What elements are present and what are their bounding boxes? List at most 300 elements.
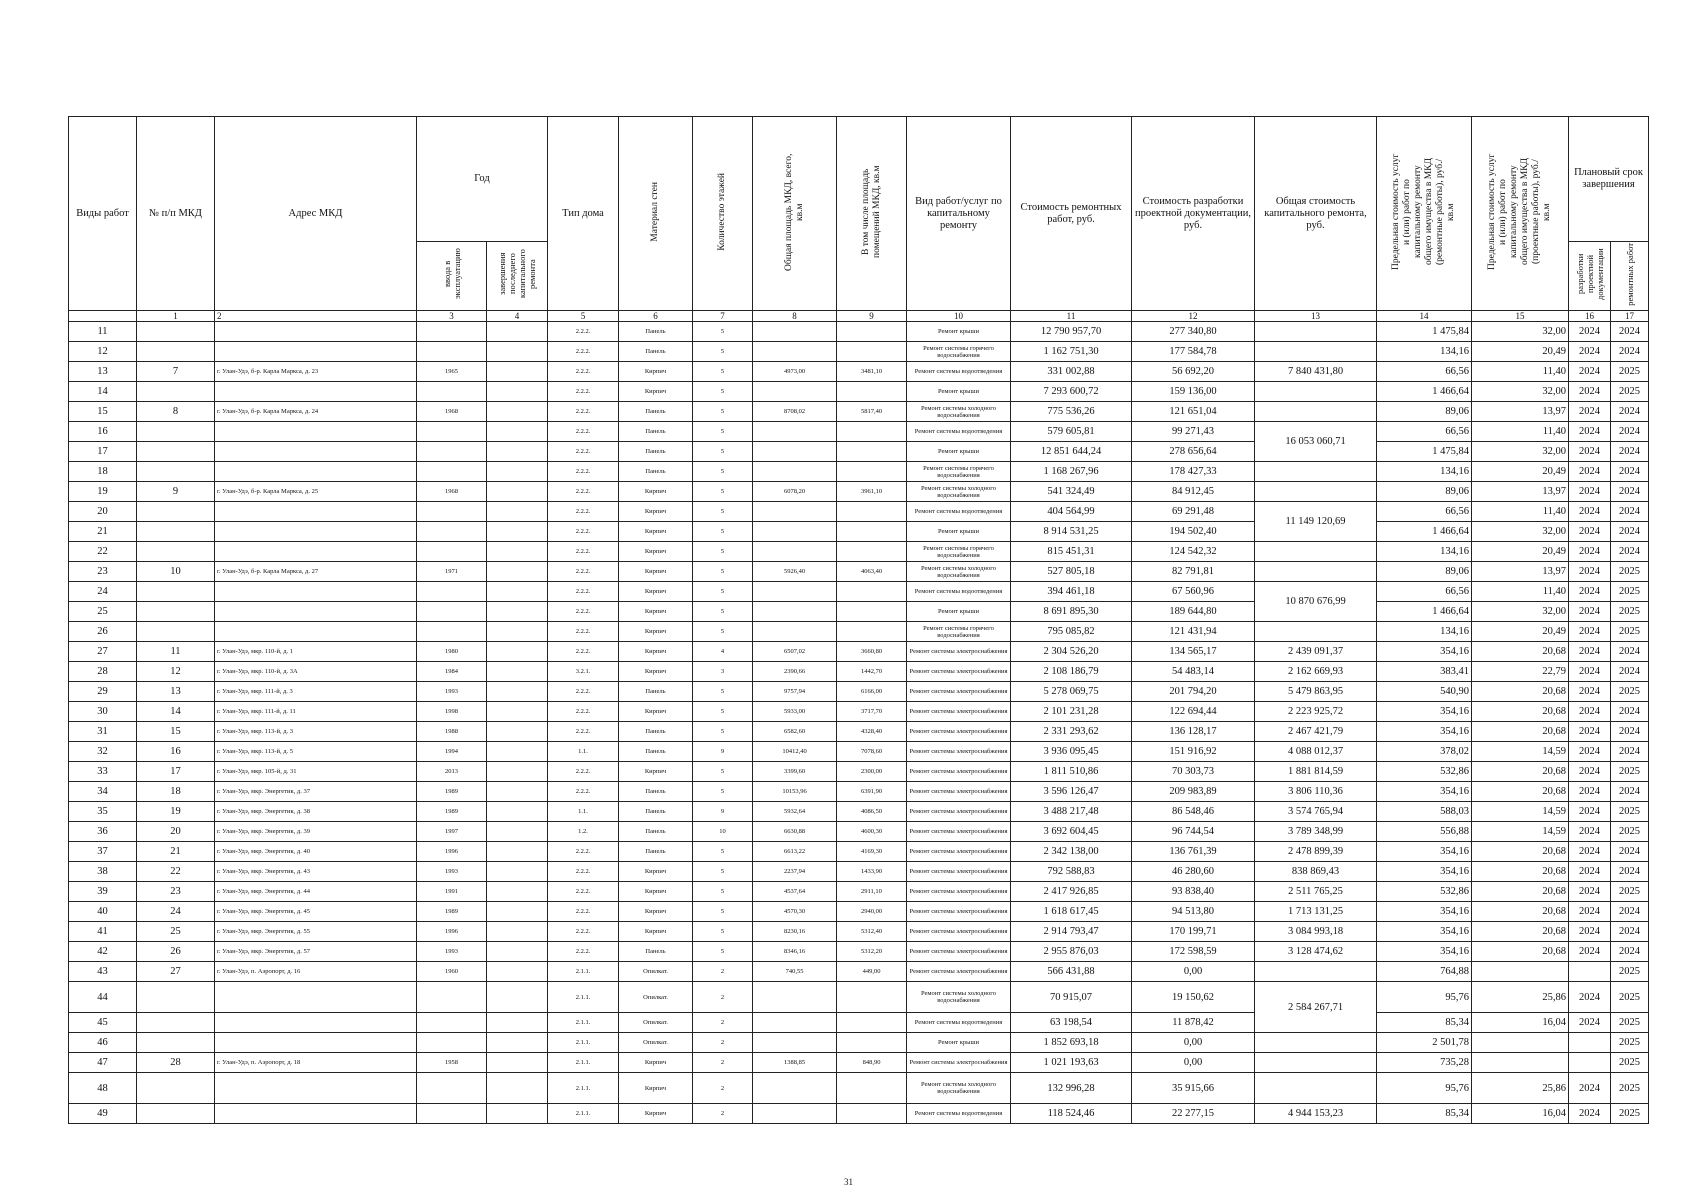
row-number: 14 xyxy=(69,382,137,402)
design-cost: 84 912,45 xyxy=(1132,482,1255,502)
limit-repair-cost: 1 475,84 xyxy=(1377,442,1472,462)
limit-repair-cost: 66,56 xyxy=(1377,422,1472,442)
table-body xyxy=(69,322,1649,1124)
total-area: 6078,20 xyxy=(753,482,837,502)
year-last-repair xyxy=(487,442,548,462)
year-commission: 1996 xyxy=(417,922,487,942)
limit-design-cost: 14,59 xyxy=(1472,802,1569,822)
deadline-repair: 2024 xyxy=(1611,702,1649,722)
total-area xyxy=(753,982,837,1013)
row-number: 41 xyxy=(69,922,137,942)
deadline-repair: 2025 xyxy=(1611,602,1649,622)
limit-repair-cost: 66,56 xyxy=(1377,362,1472,382)
mkd-address: г. Улан-Удэ, п. Аэропорт, д. 18 xyxy=(215,1053,417,1073)
year-commission xyxy=(417,982,487,1013)
total-area xyxy=(753,1073,837,1104)
mkd-address: г. Улан-Удэ, мкр. 111-й, д. 3 xyxy=(215,682,417,702)
column-number: 11 xyxy=(1011,311,1132,322)
row-number: 36 xyxy=(69,822,137,842)
deadline-repair: 2024 xyxy=(1611,322,1649,342)
wall-material: Кирпич xyxy=(619,502,693,522)
deadline-repair: 2025 xyxy=(1611,682,1649,702)
deadline-design: 2024 xyxy=(1569,922,1611,942)
repair-cost: 1 021 193,63 xyxy=(1011,1053,1132,1073)
limit-repair-cost: 1 466,64 xyxy=(1377,522,1472,542)
total-area: 6582,60 xyxy=(753,722,837,742)
year-last-repair xyxy=(487,662,548,682)
design-cost: 121 431,94 xyxy=(1132,622,1255,642)
wall-material: Панель xyxy=(619,462,693,482)
floor-count: 5 xyxy=(693,422,753,442)
mkd-number xyxy=(137,1073,215,1104)
deadline-repair: 2025 xyxy=(1611,1104,1649,1124)
wall-material: Кирпич xyxy=(619,662,693,682)
table-row xyxy=(69,682,1649,702)
total-area xyxy=(753,442,837,462)
design-cost: 151 916,92 xyxy=(1132,742,1255,762)
year-commission: 1998 xyxy=(417,702,487,722)
column-number: 5 xyxy=(548,311,619,322)
limit-design-cost: 32,00 xyxy=(1472,602,1569,622)
premises-area xyxy=(837,522,907,542)
work-type: Ремонт системы водоотведения xyxy=(907,362,1011,382)
work-type: Ремонт системы электроснабжения xyxy=(907,842,1011,862)
house-type: 1.1. xyxy=(548,802,619,822)
group-total-cost: 10 870 676,99 xyxy=(1255,582,1377,622)
floor-count: 2 xyxy=(693,1033,753,1053)
mkd-number: 24 xyxy=(137,902,215,922)
table-row xyxy=(69,902,1649,922)
work-type: Ремонт системы горячего водоснабжения xyxy=(907,342,1011,362)
house-type: 1.1. xyxy=(548,742,619,762)
total-cost-empty xyxy=(1255,322,1377,342)
repair-cost: 2 101 231,28 xyxy=(1011,702,1132,722)
total-cost-empty xyxy=(1255,382,1377,402)
house-type: 2.2.2. xyxy=(548,322,619,342)
wall-material: Кирпич xyxy=(619,622,693,642)
column-number: 13 xyxy=(1255,311,1377,322)
total-cost: 2 478 899,39 xyxy=(1255,842,1377,862)
row-number: 11 xyxy=(69,322,137,342)
floor-count: 9 xyxy=(693,802,753,822)
row-number: 34 xyxy=(69,782,137,802)
total-cost: 3 806 110,36 xyxy=(1255,782,1377,802)
year-commission: 1991 xyxy=(417,882,487,902)
year-commission: 1989 xyxy=(417,902,487,922)
table-row xyxy=(69,702,1649,722)
design-cost: 201 794,20 xyxy=(1132,682,1255,702)
column-number: 3 xyxy=(417,311,487,322)
house-type: 2.1.1. xyxy=(548,1033,619,1053)
limit-repair-cost: 354,16 xyxy=(1377,842,1472,862)
row-number: 22 xyxy=(69,542,137,562)
total-cost: 1 881 814,59 xyxy=(1255,762,1377,782)
house-type: 2.2.2. xyxy=(548,522,619,542)
limit-repair-cost: 134,16 xyxy=(1377,342,1472,362)
design-cost: 19 150,62 xyxy=(1132,982,1255,1013)
year-commission xyxy=(417,322,487,342)
work-type: Ремонт системы водоотведения xyxy=(907,582,1011,602)
deadline-repair: 2025 xyxy=(1611,562,1649,582)
design-cost: 134 565,17 xyxy=(1132,642,1255,662)
year-last-repair xyxy=(487,1013,548,1033)
premises-area: 4328,40 xyxy=(837,722,907,742)
mkd-address: г. Улан-Удэ, п. Аэропорт, д. 16 xyxy=(215,962,417,982)
total-cost-empty xyxy=(1255,622,1377,642)
column-number: 15 xyxy=(1472,311,1569,322)
header-deadline: Плановый срок завершения xyxy=(1569,117,1649,242)
table-row xyxy=(69,962,1649,982)
mkd-number xyxy=(137,542,215,562)
mkd-number xyxy=(137,322,215,342)
mkd-address xyxy=(215,322,417,342)
limit-repair-cost: 89,06 xyxy=(1377,402,1472,422)
limit-repair-cost: 354,16 xyxy=(1377,862,1472,882)
mkd-address: г. Улан-Удэ, мкр. 110-й, д. 3А xyxy=(215,662,417,682)
work-type: Ремонт системы водоотведения xyxy=(907,422,1011,442)
year-commission: 1988 xyxy=(417,722,487,742)
limit-design-cost: 13,97 xyxy=(1472,402,1569,422)
repair-cost: 775 536,26 xyxy=(1011,402,1132,422)
wall-material: Панель xyxy=(619,842,693,862)
limit-repair-cost: 383,41 xyxy=(1377,662,1472,682)
year-last-repair xyxy=(487,1104,548,1124)
year-last-repair xyxy=(487,922,548,942)
group-total-cost: 16 053 060,71 xyxy=(1255,422,1377,462)
repair-cost: 70 915,07 xyxy=(1011,982,1132,1013)
deadline-design: 2024 xyxy=(1569,862,1611,882)
total-area: 5933,00 xyxy=(753,702,837,722)
row-number: 33 xyxy=(69,762,137,782)
wall-material: Кирпич xyxy=(619,382,693,402)
house-type: 2.1.1. xyxy=(548,962,619,982)
year-commission xyxy=(417,602,487,622)
table-row xyxy=(69,442,1649,462)
work-type: Ремонт крыши xyxy=(907,1033,1011,1053)
mkd-number: 10 xyxy=(137,562,215,582)
premises-area: 3481,10 xyxy=(837,362,907,382)
limit-repair-cost: 735,28 xyxy=(1377,1053,1472,1073)
wall-material: Панель xyxy=(619,802,693,822)
limit-repair-cost: 134,16 xyxy=(1377,462,1472,482)
floor-count: 5 xyxy=(693,342,753,362)
wall-material: Панель xyxy=(619,742,693,762)
year-commission: 1989 xyxy=(417,782,487,802)
work-type: Ремонт системы электроснабжения xyxy=(907,762,1011,782)
table-row xyxy=(69,402,1649,422)
design-cost: 35 915,66 xyxy=(1132,1073,1255,1104)
house-type: 2.1.1. xyxy=(548,1073,619,1104)
work-type: Ремонт системы холодного водоснабжения xyxy=(907,982,1011,1013)
floor-count: 5 xyxy=(693,362,753,382)
column-number: 4 xyxy=(487,311,548,322)
mkd-address xyxy=(215,1073,417,1104)
floor-count: 5 xyxy=(693,562,753,582)
design-cost: 99 271,43 xyxy=(1132,422,1255,442)
house-type: 2.2.2. xyxy=(548,722,619,742)
repair-cost: 3 936 095,45 xyxy=(1011,742,1132,762)
header-deadline-design: разработки проектной документации xyxy=(1574,248,1605,300)
year-last-repair xyxy=(487,742,548,762)
mkd-address xyxy=(215,442,417,462)
mkd-number xyxy=(137,622,215,642)
total-area: 10412,40 xyxy=(753,742,837,762)
header-year-last-repair: завершения последнего капитального ремонта xyxy=(497,249,537,299)
wall-material: Кирпич xyxy=(619,922,693,942)
premises-area xyxy=(837,1073,907,1104)
mkd-number xyxy=(137,462,215,482)
deadline-design: 2024 xyxy=(1569,782,1611,802)
column-number: 9 xyxy=(837,311,907,322)
mkd-address: г. Улан-Удэ, мкр. Энергетик, д. 38 xyxy=(215,802,417,822)
row-number: 20 xyxy=(69,502,137,522)
wall-material: Панель xyxy=(619,782,693,802)
mkd-number: 12 xyxy=(137,662,215,682)
premises-area xyxy=(837,1104,907,1124)
premises-area xyxy=(837,442,907,462)
total-area: 3399,60 xyxy=(753,762,837,782)
year-last-repair xyxy=(487,402,548,422)
deadline-repair: 2024 xyxy=(1611,642,1649,662)
deadline-repair: 2024 xyxy=(1611,402,1649,422)
limit-repair-cost: 66,56 xyxy=(1377,502,1472,522)
floor-count: 10 xyxy=(693,822,753,842)
limit-repair-cost: 354,16 xyxy=(1377,922,1472,942)
floor-count: 5 xyxy=(693,622,753,642)
house-type: 2.2.2. xyxy=(548,582,619,602)
repair-cost: 1 852 693,18 xyxy=(1011,1033,1132,1053)
repair-cost: 404 564,99 xyxy=(1011,502,1132,522)
year-last-repair xyxy=(487,962,548,982)
wall-material: Опилкат. xyxy=(619,962,693,982)
mkd-number: 7 xyxy=(137,362,215,382)
deadline-repair: 2025 xyxy=(1611,1073,1649,1104)
house-type: 2.1.1. xyxy=(548,1053,619,1073)
mkd-address xyxy=(215,1033,417,1053)
floor-count: 5 xyxy=(693,762,753,782)
limit-repair-cost: 66,56 xyxy=(1377,582,1472,602)
column-number xyxy=(69,311,137,322)
mkd-number: 13 xyxy=(137,682,215,702)
total-area: 5926,40 xyxy=(753,562,837,582)
deadline-design: 2024 xyxy=(1569,982,1611,1013)
column-number: 17 xyxy=(1611,311,1649,322)
year-last-repair xyxy=(487,462,548,482)
year-commission: 1965 xyxy=(417,362,487,382)
mkd-address: г. Улан-Удэ, мкр. Энергетик, д. 39 xyxy=(215,822,417,842)
floor-count: 5 xyxy=(693,522,753,542)
year-commission: 1980 xyxy=(417,642,487,662)
repair-cost: 132 996,28 xyxy=(1011,1073,1132,1104)
header-repair-cost: Стоимость ремонтных работ, руб. xyxy=(1011,117,1132,311)
column-number: 7 xyxy=(693,311,753,322)
header-house-type: Тип дома xyxy=(548,117,619,311)
wall-material: Кирпич xyxy=(619,702,693,722)
table-row xyxy=(69,782,1649,802)
year-last-repair xyxy=(487,722,548,742)
year-last-repair xyxy=(487,902,548,922)
deadline-repair: 2025 xyxy=(1611,982,1649,1013)
repair-cost: 2 304 526,20 xyxy=(1011,642,1132,662)
table-row xyxy=(69,1013,1649,1033)
deadline-design xyxy=(1569,962,1611,982)
total-cost-empty xyxy=(1255,1073,1377,1104)
repair-cost: 12 851 644,24 xyxy=(1011,442,1132,462)
total-area xyxy=(753,342,837,362)
row-number: 16 xyxy=(69,422,137,442)
row-number: 35 xyxy=(69,802,137,822)
wall-material: Кирпич xyxy=(619,882,693,902)
year-commission xyxy=(417,1033,487,1053)
table-row xyxy=(69,862,1649,882)
house-type: 2.2.2. xyxy=(548,482,619,502)
premises-area: 6391,90 xyxy=(837,782,907,802)
year-last-repair xyxy=(487,642,548,662)
row-number: 37 xyxy=(69,842,137,862)
house-type: 2.2.2. xyxy=(548,382,619,402)
design-cost: 0,00 xyxy=(1132,962,1255,982)
deadline-design: 2024 xyxy=(1569,902,1611,922)
premises-area xyxy=(837,622,907,642)
limit-design-cost: 32,00 xyxy=(1472,322,1569,342)
repair-cost: 394 461,18 xyxy=(1011,582,1132,602)
total-cost-empty xyxy=(1255,542,1377,562)
deadline-repair: 2025 xyxy=(1611,1013,1649,1033)
table-row xyxy=(69,322,1649,342)
header-design-cost: Стоимость разработки проектной документации, руб. xyxy=(1132,117,1255,311)
table-row xyxy=(69,1104,1649,1124)
row-number: 45 xyxy=(69,1013,137,1033)
total-area: 10153,96 xyxy=(753,782,837,802)
deadline-design: 2024 xyxy=(1569,822,1611,842)
row-number: 19 xyxy=(69,482,137,502)
row-number: 26 xyxy=(69,622,137,642)
design-cost: 46 280,60 xyxy=(1132,862,1255,882)
work-type: Ремонт системы электроснабжения xyxy=(907,942,1011,962)
deadline-design: 2024 xyxy=(1569,482,1611,502)
deadline-design: 2024 xyxy=(1569,562,1611,582)
table-row xyxy=(69,362,1649,382)
mkd-address xyxy=(215,342,417,362)
limit-repair-cost: 1 466,64 xyxy=(1377,382,1472,402)
design-cost: 93 838,40 xyxy=(1132,882,1255,902)
work-type: Ремонт системы электроснабжения xyxy=(907,882,1011,902)
year-commission xyxy=(417,382,487,402)
floor-count: 5 xyxy=(693,682,753,702)
total-area xyxy=(753,502,837,522)
mkd-address xyxy=(215,582,417,602)
year-last-repair xyxy=(487,842,548,862)
mkd-number xyxy=(137,442,215,462)
year-last-repair xyxy=(487,1073,548,1104)
row-number: 32 xyxy=(69,742,137,762)
deadline-design: 2024 xyxy=(1569,882,1611,902)
repair-cost: 3 692 604,45 xyxy=(1011,822,1132,842)
deadline-design: 2024 xyxy=(1569,942,1611,962)
house-type: 2.2.2. xyxy=(548,562,619,582)
deadline-repair: 2024 xyxy=(1611,922,1649,942)
total-cost: 838 869,43 xyxy=(1255,862,1377,882)
row-number: 49 xyxy=(69,1104,137,1124)
year-commission xyxy=(417,582,487,602)
deadline-design: 2024 xyxy=(1569,342,1611,362)
wall-material: Панель xyxy=(619,942,693,962)
floor-count: 5 xyxy=(693,462,753,482)
column-number: 16 xyxy=(1569,311,1611,322)
limit-repair-cost: 354,16 xyxy=(1377,702,1472,722)
deadline-repair: 2024 xyxy=(1611,542,1649,562)
total-cost-empty xyxy=(1255,462,1377,482)
deadline-design xyxy=(1569,1053,1611,1073)
work-type: Ремонт системы электроснабжения xyxy=(907,662,1011,682)
table-row xyxy=(69,842,1649,862)
total-area: 4973,00 xyxy=(753,362,837,382)
mkd-number: 23 xyxy=(137,882,215,902)
limit-design-cost: 14,59 xyxy=(1472,742,1569,762)
mkd-number: 16 xyxy=(137,742,215,762)
floor-count: 2 xyxy=(693,982,753,1013)
wall-material: Кирпич xyxy=(619,762,693,782)
total-cost: 1 713 131,25 xyxy=(1255,902,1377,922)
total-area xyxy=(753,522,837,542)
mkd-address xyxy=(215,1013,417,1033)
deadline-repair: 2025 xyxy=(1611,582,1649,602)
wall-material: Кирпич xyxy=(619,642,693,662)
house-type: 2.1.1. xyxy=(548,1104,619,1124)
mkd-number: 14 xyxy=(137,702,215,722)
deadline-design: 2024 xyxy=(1569,1073,1611,1104)
year-commission xyxy=(417,1073,487,1104)
repair-cost: 579 605,81 xyxy=(1011,422,1132,442)
total-area: 1388,85 xyxy=(753,1053,837,1073)
limit-design-cost: 20,68 xyxy=(1472,682,1569,702)
header-year: Год xyxy=(417,117,548,242)
year-last-repair xyxy=(487,382,548,402)
year-commission: 1994 xyxy=(417,742,487,762)
wall-material: Кирпич xyxy=(619,482,693,502)
total-area: 8708,02 xyxy=(753,402,837,422)
page-number: 31 xyxy=(844,1177,853,1187)
mkd-address: г. Улан-Удэ, б-р. Карла Маркса, д. 24 xyxy=(215,402,417,422)
house-type: 2.2.2. xyxy=(548,942,619,962)
total-area: 5932,64 xyxy=(753,802,837,822)
total-cost-empty xyxy=(1255,482,1377,502)
total-cost: 4 088 012,37 xyxy=(1255,742,1377,762)
limit-design-cost: 13,97 xyxy=(1472,482,1569,502)
house-type: 1.2. xyxy=(548,822,619,842)
design-cost: 0,00 xyxy=(1132,1053,1255,1073)
design-cost: 194 502,40 xyxy=(1132,522,1255,542)
work-type: Ремонт системы холодного водоснабжения xyxy=(907,562,1011,582)
mkd-address xyxy=(215,982,417,1013)
premises-area xyxy=(837,542,907,562)
year-commission: 1997 xyxy=(417,822,487,842)
repair-cost: 5 278 069,75 xyxy=(1011,682,1132,702)
work-type: Ремонт системы водоотведения xyxy=(907,502,1011,522)
year-last-repair xyxy=(487,622,548,642)
premises-area xyxy=(837,322,907,342)
floor-count: 5 xyxy=(693,322,753,342)
deadline-design: 2024 xyxy=(1569,442,1611,462)
row-number: 31 xyxy=(69,722,137,742)
deadline-design: 2024 xyxy=(1569,382,1611,402)
year-commission xyxy=(417,342,487,362)
wall-material: Кирпич xyxy=(619,542,693,562)
total-area: 8230,16 xyxy=(753,922,837,942)
repair-cost: 63 198,54 xyxy=(1011,1013,1132,1033)
deadline-design: 2024 xyxy=(1569,662,1611,682)
table-row xyxy=(69,1053,1649,1073)
